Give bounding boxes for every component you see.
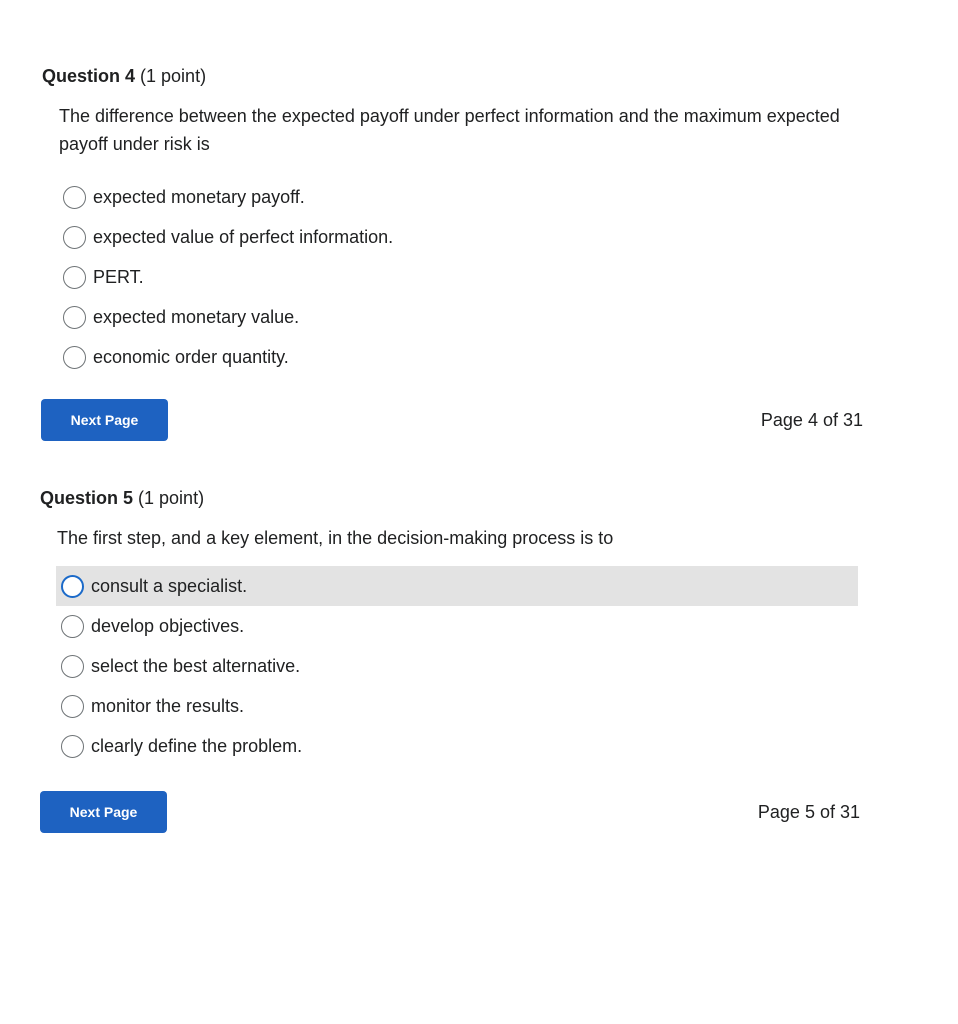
answer-option-label: consult a specialist. bbox=[91, 576, 248, 596]
question-title: Question 4 bbox=[42, 66, 136, 86]
answer-option-label: expected monetary value. bbox=[93, 307, 300, 327]
radio-button[interactable] bbox=[61, 655, 84, 678]
answer-option[interactable] bbox=[58, 257, 860, 297]
answer-option-label: expected monetary payoff. bbox=[93, 187, 305, 207]
answer-option[interactable] bbox=[56, 606, 858, 646]
answer-option-label: expected value of perfect information. bbox=[93, 227, 394, 247]
answer-option-label: economic order quantity. bbox=[93, 347, 289, 367]
answer-options bbox=[56, 566, 858, 766]
question-prompt: The first step, and a key element, in the decision-making process is to bbox=[57, 528, 614, 548]
radio-button[interactable] bbox=[63, 226, 86, 249]
answer-option-label: select the best alternative. bbox=[91, 656, 301, 676]
radio-button[interactable] bbox=[63, 186, 86, 209]
radio-button[interactable] bbox=[61, 575, 84, 598]
page-indicator: Page 5 of 31 bbox=[757, 802, 860, 822]
answer-option-label: PERT. bbox=[93, 267, 144, 287]
answer-option[interactable] bbox=[58, 177, 860, 217]
next-page-button[interactable]: Next Page bbox=[41, 399, 168, 441]
answer-option-label: monitor the results. bbox=[91, 696, 245, 716]
answer-option[interactable] bbox=[56, 686, 858, 726]
question-heading bbox=[40, 486, 204, 510]
question-points: (1 point) bbox=[140, 66, 207, 86]
radio-button[interactable] bbox=[61, 735, 84, 758]
question-title: Question 5 bbox=[40, 488, 134, 508]
question-prompt: The difference between the expected payoff under perfect information and the maximum expected payoff under risk is bbox=[59, 106, 840, 154]
answer-options bbox=[58, 177, 860, 377]
answer-option[interactable] bbox=[58, 217, 860, 257]
answer-option[interactable] bbox=[56, 566, 858, 606]
answer-option[interactable] bbox=[58, 297, 860, 337]
page-indicator: Page 4 of 31 bbox=[760, 410, 863, 430]
radio-button[interactable] bbox=[63, 266, 86, 289]
answer-option-label: clearly define the problem. bbox=[91, 736, 303, 756]
radio-button[interactable] bbox=[61, 695, 84, 718]
question-heading bbox=[42, 64, 206, 88]
answer-option-label: develop objectives. bbox=[91, 616, 245, 636]
radio-button[interactable] bbox=[63, 346, 86, 369]
radio-button[interactable] bbox=[63, 306, 86, 329]
answer-option[interactable] bbox=[58, 337, 860, 377]
next-page-button[interactable]: Next Page bbox=[40, 791, 167, 833]
answer-option[interactable] bbox=[56, 646, 858, 686]
answer-option[interactable] bbox=[56, 726, 858, 766]
radio-button[interactable] bbox=[61, 615, 84, 638]
question-points: (1 point) bbox=[138, 488, 205, 508]
